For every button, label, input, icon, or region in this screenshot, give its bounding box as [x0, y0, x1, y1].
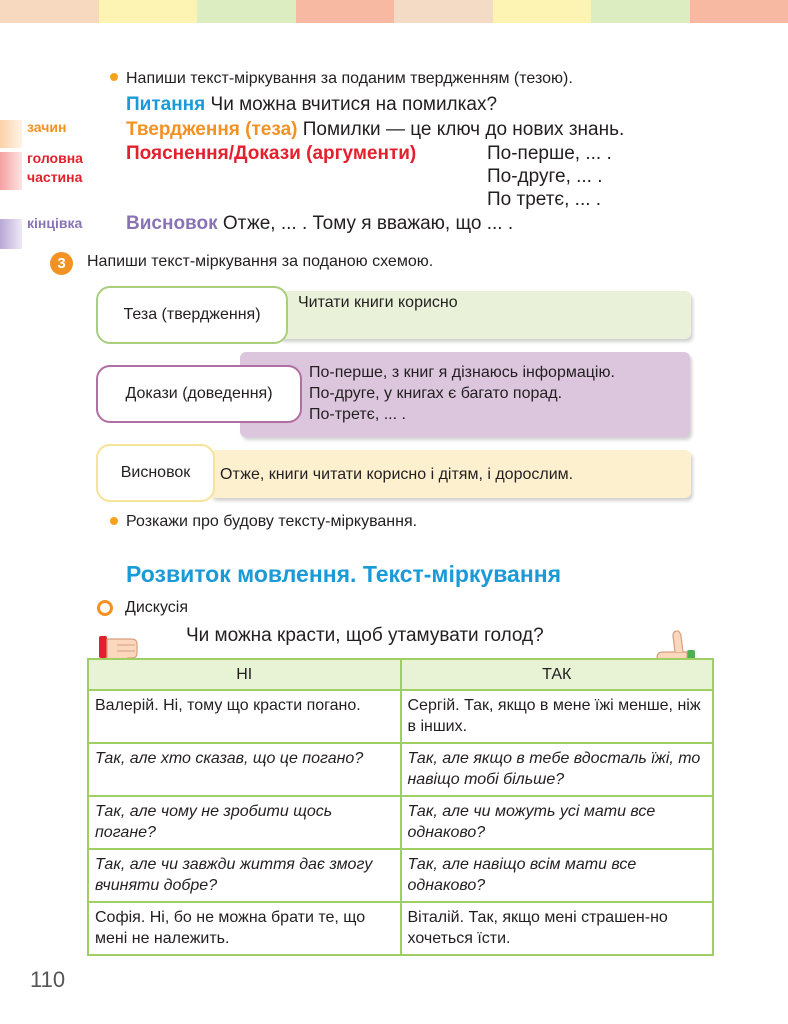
stripe [296, 0, 395, 23]
thesis-pill-label: Теза (твердження) [123, 306, 261, 323]
table-header-row [88, 659, 713, 690]
bullet-icon [110, 73, 118, 81]
thesis-pill [96, 286, 288, 344]
cell-yes: Сергій. Так, якщо в мене їжі менше, ніж в інших. [401, 690, 714, 743]
conclusion-label: Висновок [126, 213, 218, 234]
task-number: 3 [57, 255, 66, 272]
proof-pill-label: Докази (доведення) [125, 385, 273, 402]
schema-conclusion [126, 212, 513, 236]
task-3-text: Напиши текст-міркування за поданою схемою. [87, 253, 434, 270]
bullet-icon [110, 517, 118, 525]
conclusion-pill [96, 444, 215, 502]
discussion-circle-icon [97, 600, 113, 616]
conclusion-pill-label: Висновок [120, 464, 191, 481]
cell-yes: Так, але чи можуть усі мати все однаково? [401, 796, 714, 849]
cell-yes: Віталій. Так, якщо мені страшен-но хочеться їсти. [401, 902, 714, 955]
table-row [88, 902, 713, 955]
stripe [591, 0, 690, 23]
side-label-main-2: частина [27, 169, 83, 185]
cell-no: Так, але чи завжди життя дає змогу вчиняти добре? [88, 849, 401, 902]
conclusion-box-text: Отже, книги читати корисно і дітям, і дорослим. [220, 466, 574, 483]
discussion-question: Чи можна красти, щоб утамувати голод? [186, 625, 544, 646]
header-yes: ТАК [401, 659, 714, 690]
proof-line-1: По-перше, з книг я дізнаюсь інформацію. [309, 364, 615, 381]
table-row [88, 796, 713, 849]
section-title: Розвиток мовлення. Текст-міркування [126, 561, 562, 587]
question-text: Чи можна вчитися на помилках? [210, 94, 498, 115]
bullet-instruction-1: Напиши текст-міркування за поданим твердженням (тезою). [126, 70, 573, 87]
cell-no: Так, але хто сказав, що це погано? [88, 743, 401, 796]
schema-proof-label [126, 142, 416, 166]
side-bar-start [0, 120, 22, 148]
table-row [88, 690, 713, 743]
side-label-end: кінцівка [27, 215, 83, 231]
stripe [99, 0, 198, 23]
side-bar-end [0, 219, 22, 249]
bullet-instruction-2: Розкажи про будову тексту-міркування. [126, 513, 418, 530]
discussion-label: Дискусія [125, 599, 188, 616]
stripe [197, 0, 296, 23]
side-bar-main [0, 152, 22, 190]
side-label-main-1: головна [27, 150, 83, 166]
stripe [493, 0, 592, 23]
task-number-badge [50, 252, 73, 275]
cell-yes: Так, але навіщо всім мати все однаково? [401, 849, 714, 902]
proof-line-2: По-друге, у книгах є багато порад. [309, 385, 563, 402]
proof-pill [96, 365, 302, 423]
schema-proof-1: По-перше, ... . [487, 143, 612, 164]
schema-question [126, 93, 497, 117]
schema-proof-2: По-друге, ... . [487, 166, 603, 187]
side-label-start: зачин [27, 119, 67, 135]
cell-no: Валерій. Ні, тому що красти погано. [88, 690, 401, 743]
question-label: Питання [126, 94, 206, 115]
cell-no: Так, але чому не зробити щось погане? [88, 796, 401, 849]
table-row [88, 743, 713, 796]
thesis-box-text: Читати книги корисно [298, 294, 458, 311]
conclusion-text: Отже, ... . Тому я вважаю, що ... . [222, 213, 514, 234]
schema-proof-3: По третє, ... . [487, 189, 602, 210]
stripe [394, 0, 493, 23]
table-row [88, 849, 713, 902]
schema-thesis [126, 118, 624, 142]
discussion-table [87, 658, 714, 956]
cell-yes: Так, але якщо в тебе вдосталь їжі, то навіщо тобі більше? [401, 743, 714, 796]
page-number: 110 [30, 967, 66, 992]
proof-label: Пояснення/Докази (аргументи) [126, 143, 417, 164]
proof-line-3: По-третє, ... . [309, 406, 406, 423]
cell-no: Софія. Ні, бо не можна брати те, що мені не належить. [88, 902, 401, 955]
stripe [690, 0, 788, 23]
thesis-label: Твердження (теза) [126, 119, 298, 140]
header-color-stripes [0, 0, 788, 23]
stripe [0, 0, 99, 23]
header-no: НІ [88, 659, 401, 690]
thesis-text: Помилки — це ключ до нових знань. [302, 119, 625, 140]
